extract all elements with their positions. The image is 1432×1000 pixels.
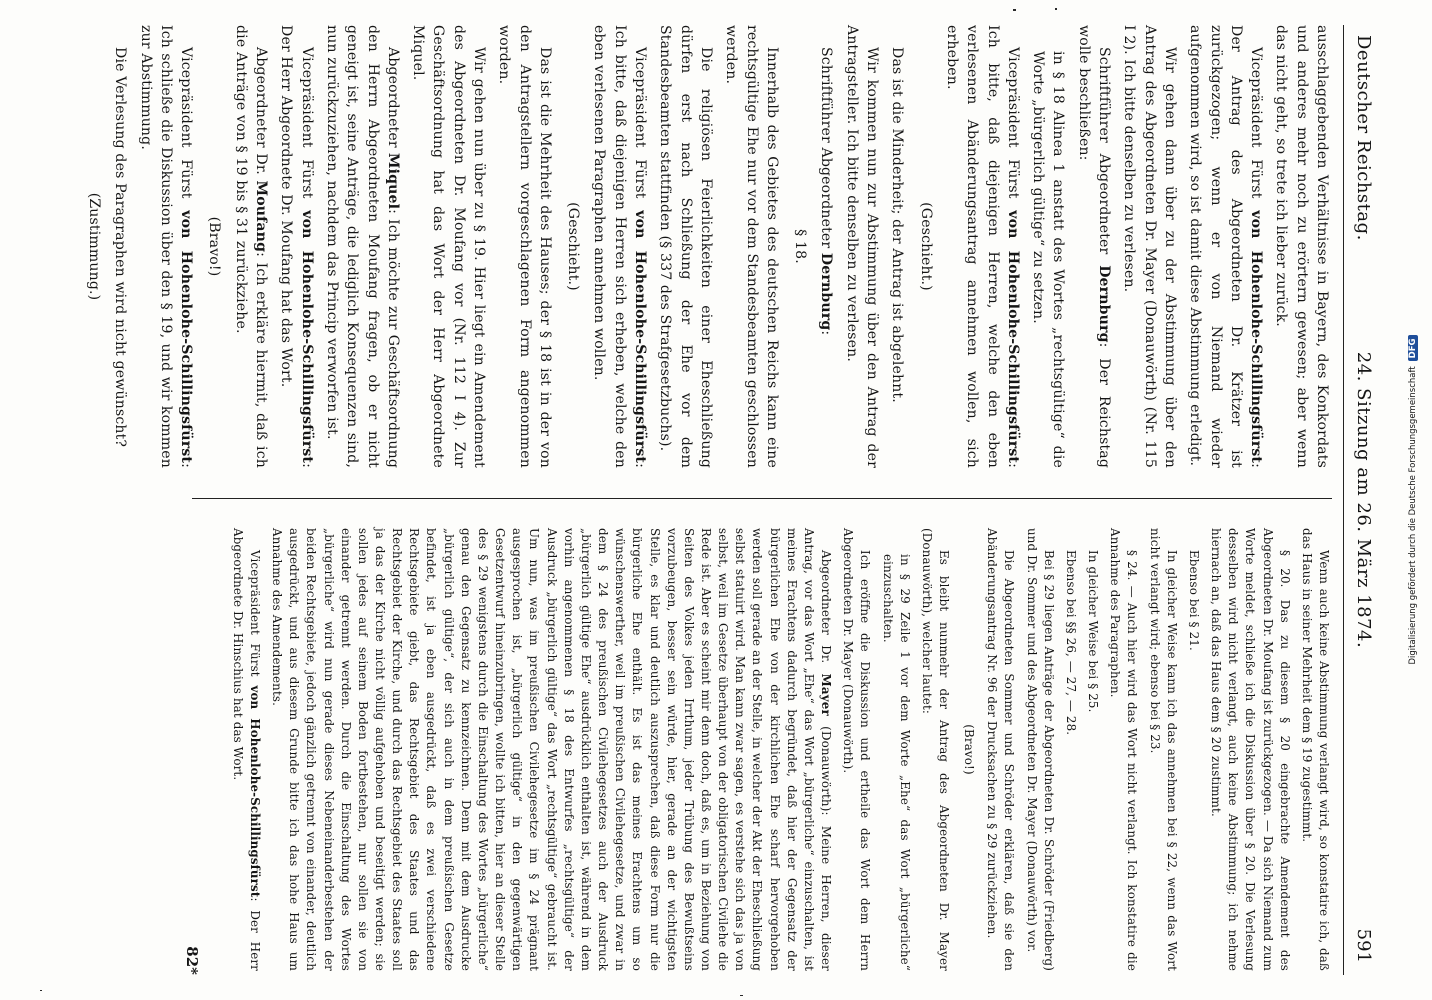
stage-direction: § 18. [792,229,809,264]
header-rule [1343,25,1344,975]
paragraph: In gleicher Weise bei § 25. [1086,550,1101,713]
session-date: 24. Sitzung am 26. März 1874. [1353,351,1374,649]
speaker-name: Mayer [819,673,834,716]
paragraph: Wir gehen dann über zu der Abstimmung über den Antrag des Abgeordneten Dr. Mayer (Donauwörth) (Nr. 115 I 2). Ich bitte denselben zu verlesen. [1121,25,1178,468]
paragraph: Das ist die Mehrheit des Hauses; der § 18 ist in der von den Antragstellern vorgeschlagenen Form angenommen worden. [496,25,553,468]
paragraph: Innerhalb des Gebietes des deutschen Reichs kann eine rechtsgültige Ehe nur vor dem Standesbeamten geschlossen werden. [723,25,780,468]
speech-text: (Donauwörth): Meine Herren, dieser Antrag, vor das Wort „Ehe“ das Wort „bürgerliche“ einzuschalten, ist meines Erachtens dadurch begründet, daß hier der Gegensatz der bürgerlichen Ehe von der kirchlichen Ehe scharf hervorgehoben werden soll gerade an der Stelle, in welcher der Akt der Eheschließung selbst statuirt wird. Man kann zwar sagen, es verstehe sich das ja von selbst, weil im Gesetze überhaupt von der obligatorischen Civilehe die Rede ist. Aber es scheint mir denn doch, daß es, um in Beziehung von Seiten des Volkes jeden Irrthum, jeder Trübung des Bewußtseins vorzubeugen, besser sein würde, hier, gerade an der wichtigsten Stelle, es klar und deutlich auszusprechen, daß diese Form nur die bürgerliche Ehe enthält. Es ist das meines Erachtens um so wünschenswerther, weil im preußischen Civilehegesetze, und zwar in dem § 24 des preußischen Civilehegesetzes auch der Ausdruck „bürgerlich gültige Ehe“ ausdrücklich enthalten ist, während in dem vorhin angenommenen § 18 des Entwurfes „rechtsgültige“ der Ausdruck „bürgerlich gültige“ das Wort „rechtsgültige“ gebraucht ist. Um nun, was im preußischen Civilehegesetze im § 24 prägnant ausgesprochen ist, „bürgerlich gültige“ in den gegenwärtigen Gesetzentwurf hineinzubringen, wollte ich bitten, hier an dieser Stelle des § 29 wenigstens durch die Einschaltung des Wortes „bürgerliche“ genau den Gegensatz zu kennzeichnen. Denn mit dem Ausdrucke „bürgerlich gültige“, der sich auch in dem preußischen Gesetze befindet, ist ja eben ausgedrückt, daß es zwei verschiedene Rechtsgebiete giebt, das Rechtsgebiet des Staates und das Rechtsgebiet der Kirche, und durch das Rechtsgebiet des Staates soll ja das der Kirche nicht völlig aufgehoben und beseitigt werden; sie sollen jedes auf seinem Boden fortbestehen, nur sollen sie von einander getrennt werden. Durch die Einschaltung des Wortes „bürgerliche“ wird nun gerade dieses Nebeneinanderbestehen der beiden Rechtsgebiete, jedoch gänzlich getrennt von einander, deutlich ausgedrückt, und aus diesem Grunde bitte ich das hohe Haus um Annahme des Amendements. [270,528,834,971]
speech-text: Vicepräsident Fürst [1248,47,1265,211]
signature-mark: 82* [183,946,201,975]
stage-direction: (Bravo!) [962,724,977,775]
speech-paragraph [322,25,403,468]
paragraph: Das ist die Minderheit; der Antrag ist abgelehnt. [889,47,906,403]
paragraph: Ebenso bei §§ 26, — 27, — 28. [1063,550,1078,736]
speaker-name: Dernburg [1096,265,1113,343]
paragraph: Die religiösen Feierlichkeiten einer Eheschließung dürfen erst nach Schließung der Ehe vor dem Standesbeamten stattfinden (§ 337 des Strafgesetzbuchs). [657,25,714,468]
speech-text: : Ich bitte, daß diejenigen Herren, welche den eben verlesenen Abänderungsantrag annehmen wollen, sich erheben. [943,25,1021,468]
paragraph: Es bleibt nunmehr der Antrag des Abgeordneten Dr. Mayer (Donauwörth), welcher lautet: [919,528,952,971]
speech-text: Vicepräsident Fürst [632,47,649,211]
speech-text: : Der Herr Abgeordnete Dr. Moufang hat das Wort. [278,25,315,468]
paragraph: § 24. — Auch hier wird das Wort nicht verlangt. Ich konstatire die Annahme des Paragraphen. [1108,528,1140,971]
paragraph: Wir gehen nun über zu § 19. Hier liegt ein Amendement des Abgeordneten Dr. Moufang vor (Nr. 112 I 4). Zur Geschäftsordnung hat das Wort der Herr Abgeordnete Miquel. [410,25,488,468]
digitization-note [1408,250,1418,750]
speaker-name: Moufang [253,180,270,253]
speaker-name: Miquel [384,152,401,210]
speech-paragraph [1185,25,1266,468]
paragraph: Bei § 29 liegen Anträge der Abgeordneten Dr. Schröder (Friedberg) und Dr. Sommer und des Abgeordneten Dr. Mayer (Donauwörth) vor. [1024,528,1056,971]
speech-text: Schriftführer Abgeordneter [1096,47,1113,266]
speech-text: : Der Reichstag wolle beschließen: [1075,25,1113,468]
speech-text: Vicepräsident Fürst [298,47,315,211]
speech-paragraph [268,528,834,971]
scan-speck [1055,8,1057,10]
speaker-name: von Hohenlohe-Schillingsfürst [1004,210,1021,464]
speech-text: : Ich möchte zur Geschäftsordnung den Herrn Abgeordneten Moufang fragen, ob er nicht geneigt ist, seine Anträge, die lediglich Konsequenzen sind, nun zurückzuziehen, nachdem das Princip verworfen ist. [323,25,401,468]
scan-speck [40,990,42,991]
speech-text: Vicepräsident Fürst [247,550,262,686]
stage-direction: (Geschieht.) [917,202,934,291]
speech-paragraph [135,25,196,468]
stage-direction: (Zustimmung.) [85,192,102,301]
digitization-text: Digitalisierung gefördert durch die Deutsche Forschungsgemeinschaft [1408,366,1418,665]
paragraph: Ich eröffne die Diskussion und ertheile das Wort dem Herrn Abgeordneten Dr. Mayer (Donauwörth). [841,528,873,971]
rotated-text-page [35,25,1380,975]
paragraph: Wenn auch keine Abstimmung verlangt wird, so konstatire ich, daß das Haus in seiner Mehrheit dem § 19 zugestimmt. [1299,528,1331,971]
column-divider [192,498,1332,499]
speech-paragraph [816,25,836,468]
speech-paragraph [230,25,271,468]
speech-text: Vicepräsident Fürst [1004,47,1021,211]
speech-text: : Ich bitte, daß diejenigen Herren sich erheben, welche den eben verlesenen Paragraphen annehmen wollen. [591,25,649,468]
speaker-name: von Hohenlohe-Schillingsfürst [298,210,315,464]
speech-text: : Der Antrag des Abgeordneten Dr. Krätzer ist zurückgezogen; wenn er von Niemand wieder aufgenommen wird, so ist damit diese Abstimmung erledigt. [1187,25,1265,468]
speech-text: : Ich schließe die Diskussion über den § 19, und wir kommen zur Abstimmung. [137,25,195,468]
speech-text: : Ich erkläre hiermit, daß ich die Anträge von § 19 bis § 31 zurückziehe. [232,25,270,468]
right-column [224,528,1332,971]
speaker-name: von Hohenlohe-Schillingsfürst [632,210,649,464]
stage-direction: (Geschieht.) [565,202,582,291]
quoted-motion: in § 29 Zeile 1 vor dem Worte „Ehe“ das Wort „bürgerliche“ einzuschalten. [880,554,912,971]
speech-paragraph [229,528,263,971]
paragraph: Die Abgeordneten Sommer und Schröder erklären, daß sie den Abänderungsantrag Nr. 96 der Drucksachen zu § 29 zurückziehen. [985,528,1017,971]
paragraph: In gleicher Weise kann ich das annehmen bei § 22, wenn das Wort nicht verlangt wird; ebenso bei § 23. [1147,528,1179,971]
paragraph: § 20. Das zu diesem § 20 eingebrachte Amendement des Abgeordneten Dr. Moufang ist zurückgezogen. — Da sich Niemand zum Worte meldet, schließe ich die Diskussion über § 20. Die Verlesung desselben wird nicht verlangt, auch keine Abstimmung; ich nehme hiernach an, daß das Haus dem § 20 zustimmt. [1209,528,1292,971]
scan-speck [740,995,743,996]
paragraph: ausschlaggebenden Verhältnisse in Bayern, des Konkordats und anderes mehr noch zu erörtern gewesen; aber wenn das nicht geht, so trete ich lieber zurück. [1273,25,1330,468]
dfg-logo: DFG [1408,335,1418,361]
left-column [76,25,1332,468]
speech-text: : [818,330,835,336]
speech-paragraph [589,25,650,468]
paragraph: Ebenso bei § 21. [1186,550,1201,651]
speech-text: Abgeordneter [384,47,401,153]
scan-speck [1013,9,1016,11]
speech-text: Abgeordneter Dr. [253,47,270,181]
speaker-name: von Hohenlohe-Schillingsfürst [178,210,195,464]
page-header [1346,25,1380,975]
speaker-name: von Hohenlohe-Schillingsfürst [1248,210,1265,464]
paragraph: Die Verlesung des Paragraphen wird nicht gewünscht? [112,47,129,448]
speech-paragraph [942,25,1023,468]
speech-text: : Der Herr Abgeordnete Dr. Hinschius hat das Wort. [230,528,262,971]
quoted-motion: in § 18 Alinea 1 anstatt des Wortes „rechtsgültige“ die Worte „bürgerlich gültige“ zu setzen. [1030,51,1067,468]
speaker-name: von Hohenlohe-Schillingsfürst [247,685,262,898]
speech-text: Vicepräsident Fürst [178,47,195,211]
speech-text: Schriftführer Abgeordneter [818,47,835,253]
speech-paragraph [1073,25,1114,468]
speech-text: Abgeordneter Dr. [819,550,834,674]
speaker-name: Dernburg [818,252,835,331]
stage-direction: (Bravo!) [206,216,223,277]
page-number: 591 [1353,928,1374,963]
speech-paragraph [276,25,317,468]
paragraph: Wir kommen nun zur Abstimmung über den Antrag der Antragsteller. Ich bitte denselben zu verlesen. [843,25,881,468]
journal-title: Deutscher Reichstag. [1353,35,1374,241]
